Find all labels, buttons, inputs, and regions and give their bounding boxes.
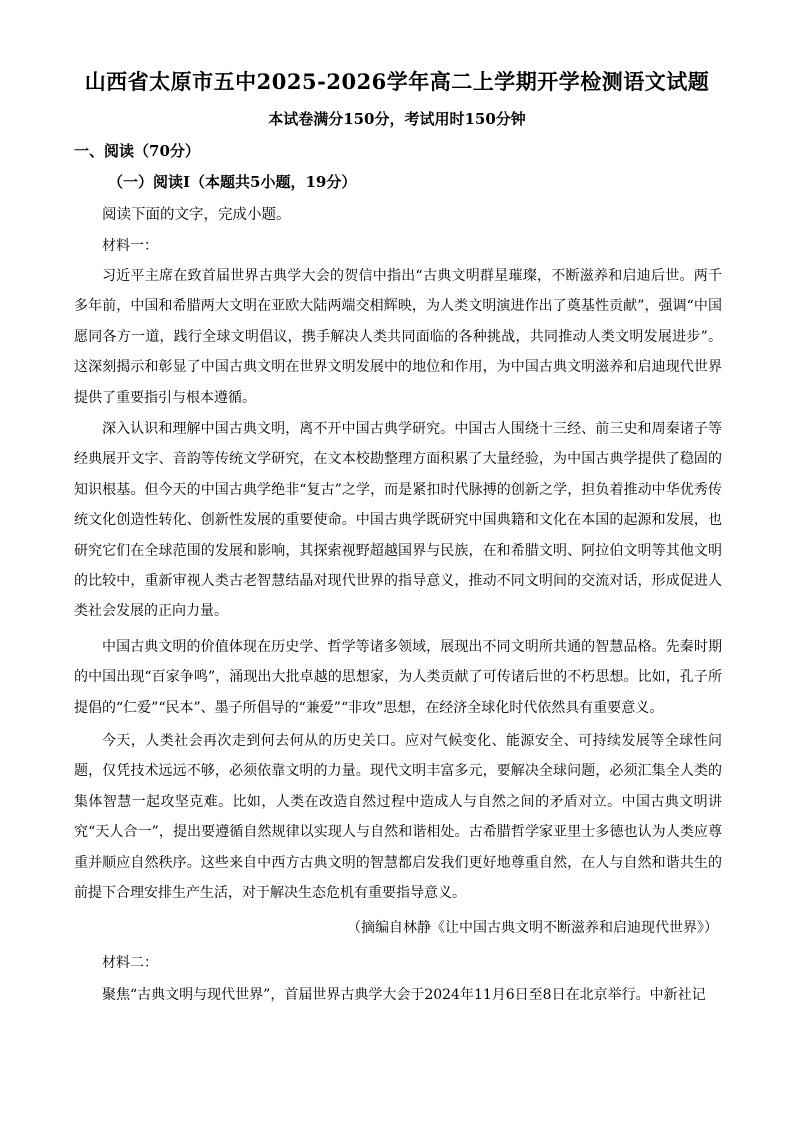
material-2-paragraph-1: 聚焦“古典文明与现代世界”，首届世界古典学大会于2024年11月6日至8日在北京举行。中新社记 — [102, 987, 706, 1003]
reading-instruction: 阅读下面的文字，完成小题。 — [102, 207, 291, 223]
material-1-paragraph-4: 今天，人类社会再次走到何去何从的历史关口。应对气候变化、能源安全、可持续发展等全球性问题，仅凭技术远远不够，必须依靠文明的力量。现代文明丰富多元，要解决全球问题，必须汇集全人类的集体智慧一起攻坚克难。比如，人类在改造自然过程中造成人与自然之间的矛盾对立。中国古典文明讲究“天人合一”，提出要遵循自然规律以实现人与自然和谐相处。古希腊哲学家亚里士多德也认为人类应尊重并顺应自然秩序。这些来自中西方古典文明的智慧都启发我们更好地尊重自然，在人与自然和谐共生的前提下合理安排生产生活，对于解决生态危机有重要指导意义。 — [74, 733, 722, 902]
material-2-label: 材料二： — [102, 955, 158, 971]
material-1-label: 材料一： — [102, 238, 158, 254]
material-1-paragraph-3: 中国古典文明的价值体现在历史学、哲学等诸多领域，展现出不同文明所共通的智慧品格。先秦时期的中国出现“百家争鸣”，涌现出大批卓越的思想家，为人类贡献了可传诸后世的不朽思想。比如，孔子所提倡的“仁爱”“民本”、墨子所倡导的“兼爱”“非攻”思想，在经济全球化时代依然具有重要意义。 — [74, 639, 722, 716]
page-title: 山西省太原市五中2025-2026学年高二上学期开学检测语文试题 — [84, 69, 710, 94]
material-1-paragraph-2: 深入认识和理解中国古典文明，离不开中国古典学研究。中国古人围绕十三经、前三史和周秦诸子等经典展开文字、音韵等传统文学研究，在文本校勘整理方面积累了大量经验，为中国古典学提供了稳固的知识根基。但今天的中国古典学绝非“复古”之学，而是紧扣时代脉搏的创新之学，担负着推动中华优秀传统文化创造性转化、创新性发展的重要使命。中国古典学既研究中国典籍和文化在本国的起源和发展，也研究它们在全球范围的发展和影响，其探索视野超越国界与民族，在和希腊文明、阿拉伯文明等其他文明的比较中，重新审视人类古老智慧结晶对现代世界的指导意义，推动不同文明间的交流对话，形成促进人类社会发展的正向力量。 — [74, 421, 722, 620]
exam-info: 本试卷满分150分，考试用时150分钟 — [268, 110, 526, 128]
material-1-paragraph-1: 习近平主席在致首届世界古典学大会的贺信中指出“古典文明群星璀璨，不断滋养和启迪后世。两千多年前，中国和希腊两大文明在亚欧大陆两端交相辉映，为人类文明演进作出了奠基性贡献”，强调“中国愿同各方一道，践行全球文明倡议，携手解决人类共同面临的各种挑战，共同推动人类文明发展进步”。这深刻揭示和彰显了中国古典文明在世界文明发展中的地位和作用，为中国古典文明滋养和启迪现代世界提供了重要指引与根本遵循。 — [74, 268, 722, 406]
subsection-heading: （一）阅读Ⅰ（本题共5小题，19分） — [108, 173, 357, 191]
section-heading: 一、阅读（70分） — [74, 142, 200, 160]
material-1-source: （摘编自林静《让中国古典文明不断滋养和启迪现代世界》） — [347, 920, 718, 936]
